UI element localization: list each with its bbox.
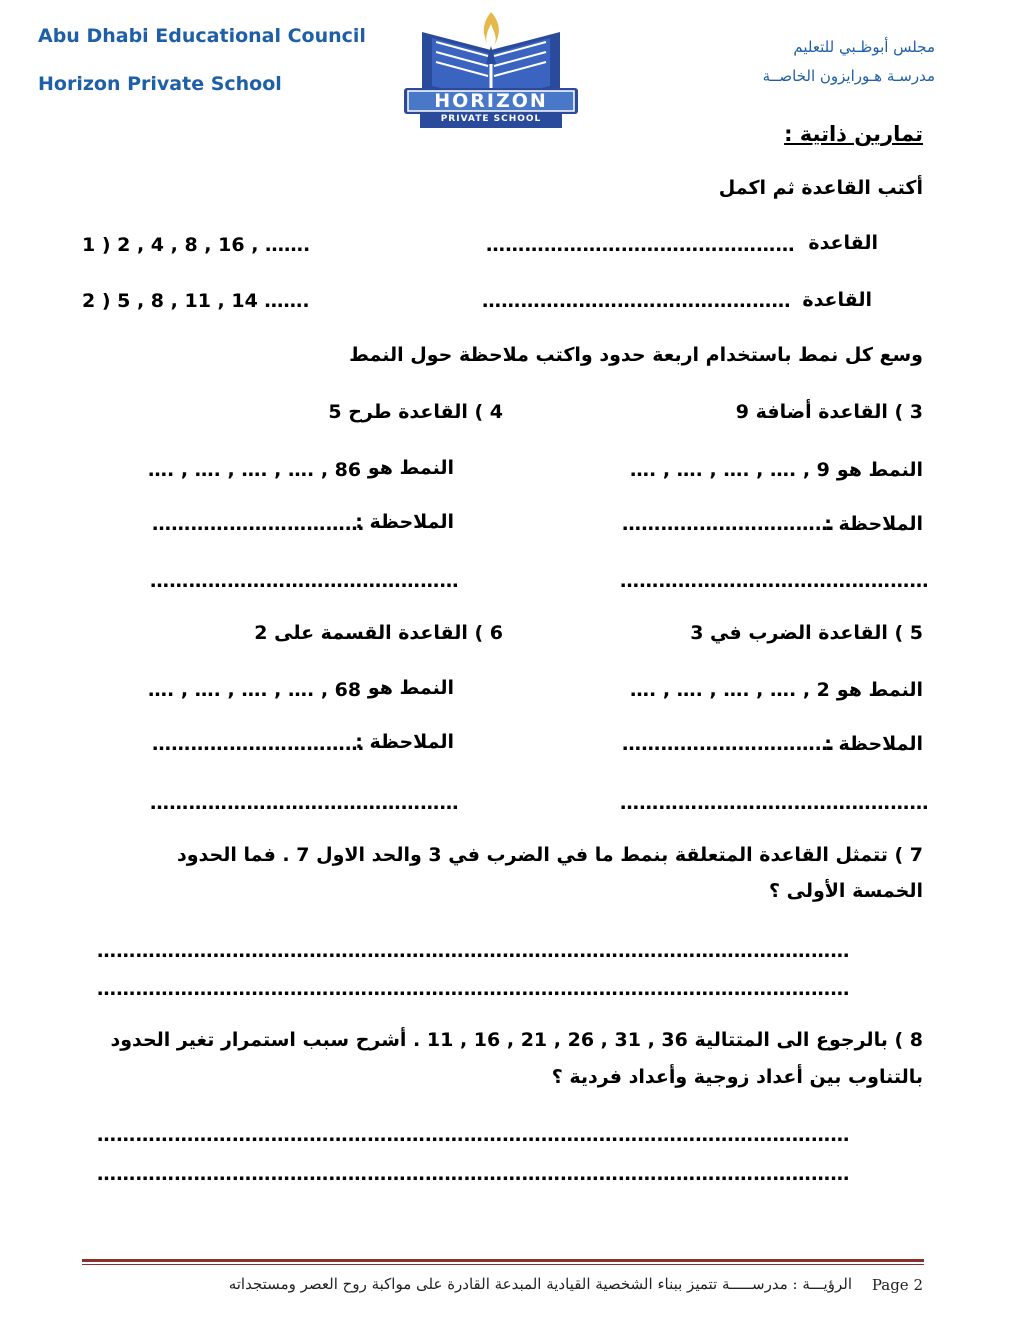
- q1-rule-blank[interactable]: …………………………………………: [486, 234, 795, 256]
- q3-pattern-values[interactable]: …. , …. , …. , …. , 9: [630, 459, 830, 481]
- q3-note-label: الملاحظة :: [824, 513, 923, 535]
- q7-question-line2: الخمسة الأولى ؟: [768, 880, 923, 902]
- q7-question-line1: 7 ) تتمثل القاعدة المتعلقة بنمط ما في الضرب في 3 والحد الاول 7 . فما الحدود: [176, 844, 923, 866]
- q4-pattern-label: النمط هو: [367, 457, 454, 479]
- q2-sequence: 2 ) 5 , 8 , 11 , 14 …….: [82, 290, 310, 312]
- q1-sequence: 1 ) 2 , 4 , 8 , 16 , …….: [82, 234, 311, 256]
- school-name-en: Horizon Private School: [38, 73, 282, 95]
- worksheet-title: تمارين ذاتية :: [784, 122, 923, 146]
- instruction-extend-pattern: وسع كل نمط باستخدام اربعة حدود واكتب ملاحظة حول النمط: [349, 344, 923, 366]
- q7-answer-line-1[interactable]: ………………………………………………………………………………………………………: [97, 940, 850, 962]
- q4-note-blank[interactable]: ……………………………: [152, 513, 365, 535]
- q5-note-label: الملاحظة :: [824, 733, 923, 755]
- logo-graphic: [400, 2, 582, 132]
- page-number: Page 2: [871, 1276, 923, 1294]
- q8-question-line1: 8 ) بالرجوع الى المتتالية 36 , 31 , 26 , 21 , 16 , 11 . أشرح سبب استمرار تغير الحدود: [110, 1029, 923, 1051]
- footer-rule: [82, 1259, 924, 1262]
- q5-pattern-label: النمط هو: [836, 679, 923, 701]
- q2-rule-label: القاعدة: [802, 289, 872, 311]
- q2-rule-blank[interactable]: …………………………………………: [482, 290, 791, 312]
- school-name-ar: مدرسـة هـورايزون الخاصــة: [762, 67, 935, 85]
- q5-heading: 5 ) القاعدة الضرب في 3: [690, 622, 923, 644]
- q4-note-blank-2[interactable]: …………………………………………: [150, 570, 459, 592]
- q5-pattern-values[interactable]: …. , …. , …. , …. , 2: [630, 679, 830, 701]
- q6-heading: 6 ) القاعدة القسمة على 2: [254, 622, 503, 644]
- q3-note-blank-2[interactable]: …………………………………………: [620, 570, 929, 592]
- q8-answer-line-1[interactable]: ………………………………………………………………………………………………………: [97, 1124, 850, 1146]
- q1-rule-label: القاعدة: [808, 232, 878, 254]
- council-name-en: Abu Dhabi Educational Council: [38, 25, 366, 47]
- q3-pattern-label: النمط هو: [836, 459, 923, 481]
- q7-answer-line-2[interactable]: ………………………………………………………………………………………………………: [97, 978, 850, 1000]
- instruction-write-rule: أكتب القاعدة ثم اكمل: [718, 177, 923, 199]
- school-logo: [400, 2, 582, 132]
- q6-note-blank[interactable]: ……………………………: [152, 733, 365, 755]
- q6-note-blank-2[interactable]: …………………………………………: [150, 792, 459, 814]
- q5-note-blank-2[interactable]: …………………………………………: [620, 792, 929, 814]
- council-name-ar: مجلس أبوظـبي للتعليم: [793, 38, 935, 56]
- footer-rule-thin: [82, 1264, 924, 1265]
- q3-heading: 3 ) القاعدة أضافة 9: [735, 401, 923, 423]
- q8-answer-line-2[interactable]: ………………………………………………………………………………………………………: [97, 1163, 850, 1185]
- q3-note-blank[interactable]: ……………………………: [622, 513, 835, 535]
- q4-heading: 4 ) القاعدة طرح 5: [328, 401, 503, 423]
- q4-pattern-values[interactable]: …. , …. , …. , …. , 86: [148, 459, 362, 481]
- q6-pattern-label: النمط هو: [367, 677, 454, 699]
- q5-note-blank[interactable]: ……………………………: [622, 733, 835, 755]
- school-vision: الرؤيـــة : مدرســـــة تتميز ببناء الشخصية القيادية المبدعة القادرة على مواكبة روح العصر ومستجداته: [228, 1275, 852, 1293]
- q6-pattern-values[interactable]: …. , …. , …. , …. , 68: [148, 679, 362, 701]
- logo-text: HORIZON: [434, 90, 548, 112]
- q4-note-label: الملاحظة :: [355, 511, 454, 533]
- q6-note-label: الملاحظة :: [355, 731, 454, 753]
- logo-subtext: PRIVATE SCHOOL: [440, 114, 542, 124]
- q8-question-line2: بالتناوب بين أعداد زوجية وأعداد فردية ؟: [551, 1066, 923, 1088]
